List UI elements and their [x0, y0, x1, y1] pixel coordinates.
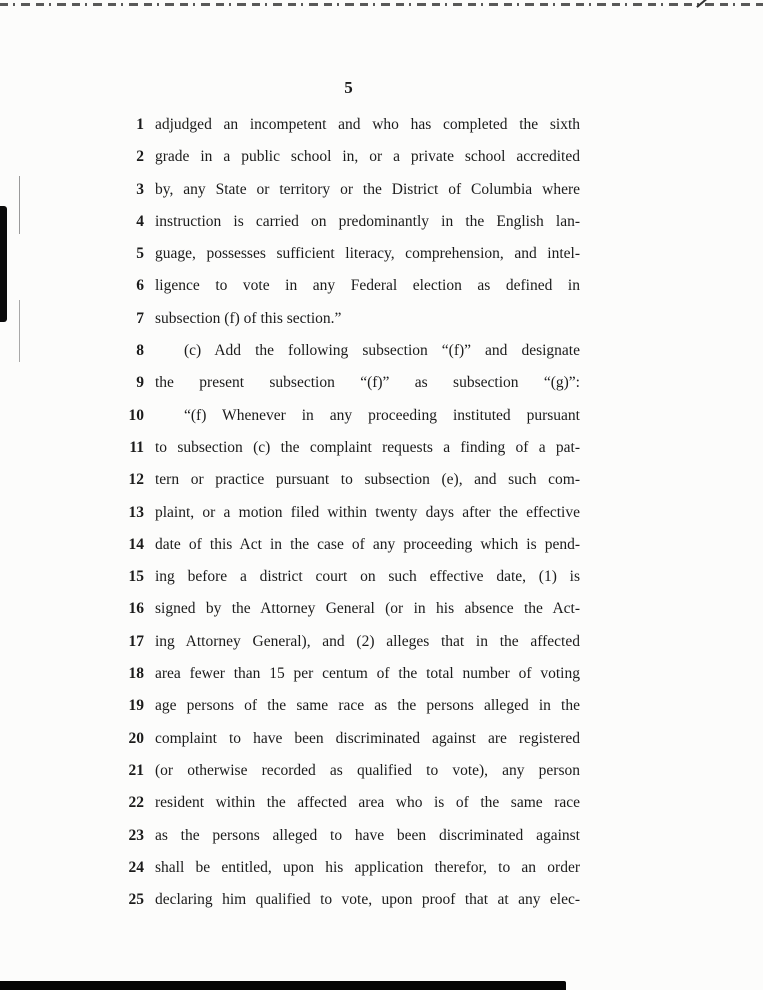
line-number: 15 [128, 568, 144, 586]
document-line [98, 303, 580, 335]
document-line [98, 561, 580, 593]
document-line [98, 529, 580, 561]
line-text: subsection (f) of this section.” [155, 309, 342, 327]
line-text: ligence to vote in any Federal election as defined in [155, 277, 580, 295]
line-number: 17 [128, 632, 144, 650]
scan-artifact-left-black-mark [0, 206, 7, 322]
scan-artifact-bottom-black-bar [0, 981, 566, 990]
line-number: 18 [128, 665, 144, 683]
line-text: (c) Add the following subsection “(f)” and designate [184, 342, 580, 360]
line-number: 14 [128, 535, 144, 553]
line-text: declaring him qualified to vote, upon proof that at any elec- [155, 891, 580, 909]
document-line [98, 464, 580, 496]
line-text: area fewer than 15 per centum of the total number of voting [155, 665, 580, 683]
line-list [98, 109, 580, 916]
line-number: 16 [128, 600, 144, 618]
line-text: the present subsection “(f)” as subsection “(g)”: [155, 374, 580, 392]
line-number: 12 [128, 471, 144, 489]
document-line [98, 335, 580, 367]
line-number: 22 [128, 794, 144, 812]
scan-artifact-top-dashed-line [0, 3, 763, 6]
line-number: 1 [136, 116, 144, 133]
scan-artifact-left-thin-line-upper [19, 176, 20, 234]
line-number: 21 [128, 761, 144, 779]
document-line [98, 690, 580, 722]
line-number: 3 [136, 180, 144, 198]
document-line [98, 658, 580, 690]
line-number: 23 [128, 826, 144, 844]
line-text: tern or practice pursuant to subsection (e), and such com- [155, 471, 580, 489]
document-line [98, 723, 580, 755]
scan-artifact-left-thin-line-lower [19, 300, 20, 362]
line-text: date of this Act in the case of any proceeding which is pend- [155, 535, 580, 553]
line-text: age persons of the same race as the persons alleged in the [155, 697, 580, 715]
document-line [98, 432, 580, 464]
document-line [98, 206, 580, 238]
line-text: shall be entitled, upon his application therefor, to an order [155, 858, 580, 876]
line-text: signed by the Attorney General (or in his absence the Act- [155, 600, 580, 618]
document-line [98, 174, 580, 206]
line-text: ing before a district court on such effective date, (1) is [155, 568, 580, 586]
document-line [98, 884, 580, 916]
line-number: 8 [136, 342, 144, 360]
line-text: adjudged an incompetent and who has completed the sixth [155, 116, 580, 133]
line-text: instruction is carried on predominantly in the English lan- [155, 212, 580, 230]
line-text: (or otherwise recorded as qualified to vote), any person [155, 761, 580, 779]
line-text: by, any State or territory or the District of Columbia where [155, 180, 580, 198]
line-text: to subsection (c) the complaint requests a finding of a pat- [155, 438, 580, 456]
document-line [98, 141, 580, 173]
line-text: ing Attorney General), and (2) alleges that in the affected [155, 632, 580, 650]
line-text: plaint, or a motion filed within twenty days after the effective [155, 503, 580, 521]
document-line [98, 109, 580, 141]
line-number: 5 [136, 245, 144, 263]
line-text: grade in a public school in, or a private school accredited [155, 148, 580, 166]
document-line [98, 497, 580, 529]
document-line [98, 852, 580, 884]
line-text: as the persons alleged to have been discriminated against [155, 826, 580, 844]
document-line [98, 238, 580, 270]
line-text: resident within the affected area who is of the same race [155, 794, 580, 812]
line-number: 6 [136, 277, 144, 295]
line-number: 24 [128, 858, 144, 876]
line-number: 25 [128, 891, 144, 909]
document-line [98, 400, 580, 432]
line-number: 7 [136, 309, 144, 327]
document-line [98, 593, 580, 625]
line-text: “(f) Whenever in any proceeding instituted pursuant [184, 406, 580, 424]
document-line [98, 787, 580, 819]
line-number: 4 [136, 212, 144, 230]
line-number: 2 [136, 148, 144, 166]
line-text: complaint to have been discriminated against are registered [155, 729, 580, 747]
document-line [98, 626, 580, 658]
line-text: guage, possesses sufficient literacy, comprehension, and intel- [155, 245, 580, 263]
document-line [98, 820, 580, 852]
line-number: 20 [128, 729, 144, 747]
document-line [98, 367, 580, 399]
document-line [98, 755, 580, 787]
page-number: 5 [344, 78, 354, 97]
document-line [98, 270, 580, 302]
line-number: 19 [128, 697, 144, 715]
line-number: 10 [128, 406, 144, 424]
line-number: 13 [128, 503, 144, 521]
line-number: 11 [129, 438, 144, 456]
line-number: 9 [136, 374, 144, 392]
